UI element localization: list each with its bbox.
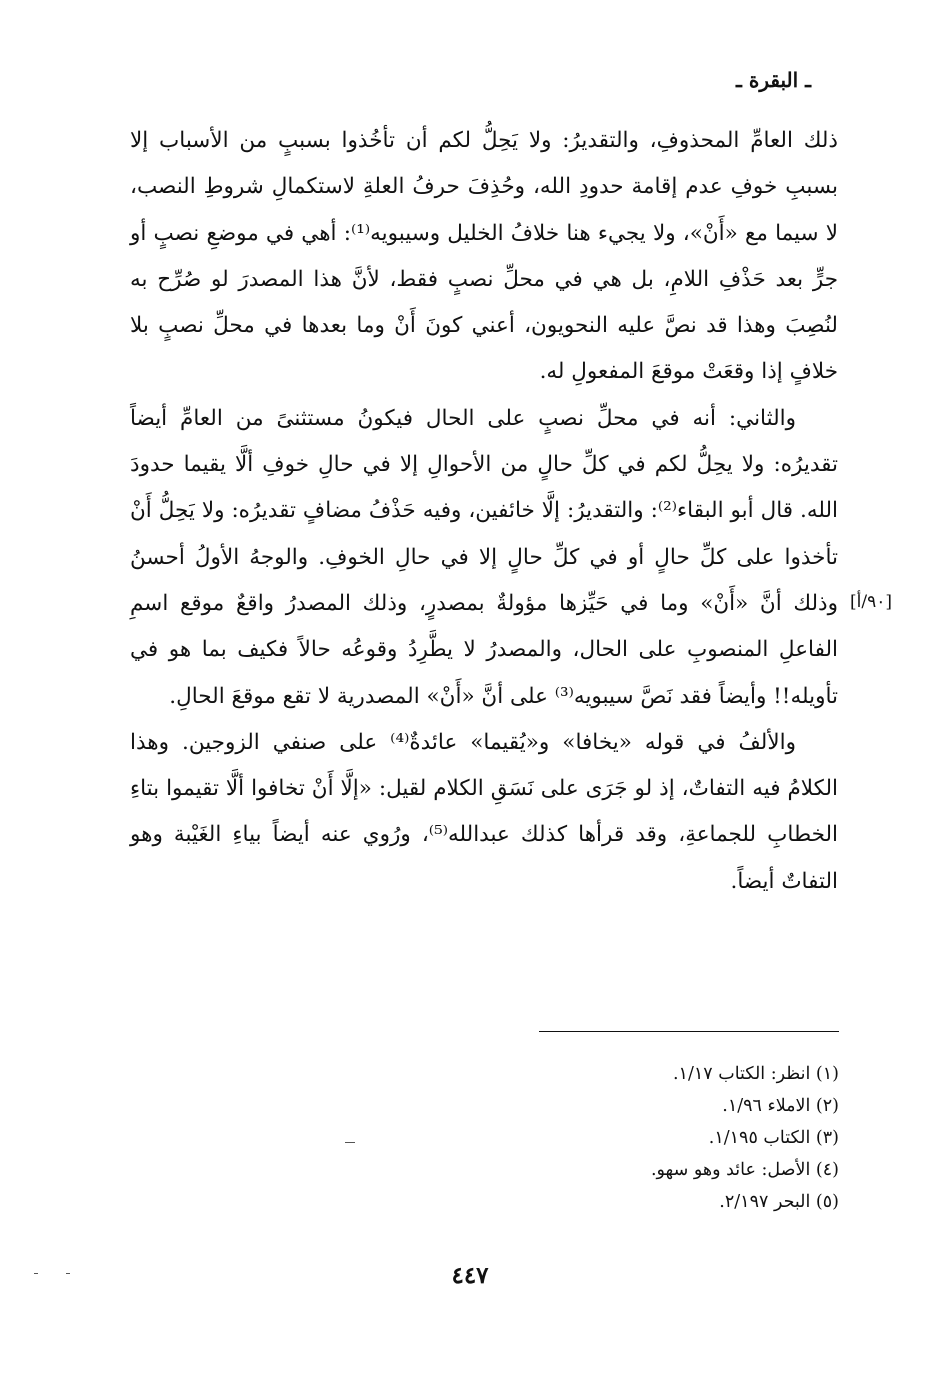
running-title: ـ البقرة ـ [736,68,811,92]
footnote-2: (٢) الاملاء ١/٩٦. [722,1096,839,1116]
paragraph-3: والألفُ في قوله «يخافا» و«يُقيما» عائدةٌ⁽⁴⁾ على صنفي الزوجين. وهذا الكلامُ فيه التفاتٌ، إذ لو جَرَى على نَسَقِ الكلام لقيل: «إلَّا أَنْ تخافوا ألَّا تقيموا بتاءِ الخطابِ للجماعةِ، وقد قرأها كذلك عبدالله⁽⁵⁾، ورُوي عنه أيضاً بياءِ الغَيْبة وهو التفاتٌ أيضاً. [130,729,839,894]
footnote-1: (١) انظر: الكتاب ١/١٧. [672,1064,839,1084]
manuscript-folio-marker: [٩٠/أ] [850,592,892,612]
main-text [130,118,838,905]
scan-speck [345,1142,355,1143]
footnote-4: (٤) الأصل: عائد وهو سهو. [650,1160,839,1180]
paragraph-2: والثاني: أنه في محلِّ نصبٍ على الحال فيكونُ مستثنىً من العامِّ أيضاً تقديرُه: ولا يحِلُّ لكم في كلِّ حالٍ من الأحوالِ إلا في حالِ خوفِ ألَّا يقيما حدودَ الله. قال أبو البقاء⁽²⁾: والتقديرُ: إلَّا خائفين، وفيه حَذْفُ مضافٍ تقديرُه: ولا يَحِلُّ أَنْ تأخذوا على كلِّ حالٍ أو في كلِّ حالٍ إلا في حالِ الخوفِ. والوجهُ الأولُ أحسنُ وذلك أنَّ «أَنْ» وما في حَيِّزها مؤولةٌ بمصدرٍ، وذلك المصدرُ واقعٌ موقع اسمِ الفاعلِ المنصوبِ على الحال، والمصدرُ لا يطَّرِدُ وقوعُه حالاً فكيف بما هو في تأويله!! وأيضاً فقد نَصَّ سيبويه⁽³⁾ على أنَّ «أَنْ» المصدرية لا تقع موقعَ الحالِ. [130,405,838,709]
scan-speck [66,1273,70,1274]
footnote-5: (٥) البحر ٢/١٩٧. [719,1192,839,1212]
scan-speck [34,1273,38,1274]
page-number: ٤٤٧ [451,1262,489,1289]
footnote-3: (٣) الكتاب ١/١٩٥. [708,1128,839,1148]
footnotes [439,1058,839,1218]
footnote-separator [539,1031,839,1032]
paragraph-1: ذلك العامِّ المحذوفِ، والتقديرُ: ولا يَحِلُّ لكم أن تأخُذوا بسببٍ من الأسباب إلا بسببِ خوفِ عدم إقامة حدودِ الله، وحُذِفَ حرفُ العلةِ لاستكمالِ شروطِ النصب، لا سيما مع «أَنْ»، ولا يجيء هنا خلافُ الخليل وسيبويه⁽¹⁾: أهي في موضعِ نصبٍ أو جرٍّ بعد حَذْفِ اللامِ، بل هي في محلِّ نصبٍ فقط، لأنَّ هذا المصدرَ لو صُرِّح به لنُصِبَ وهذا قد نصَّ عليه النحويون، أعني كونَ أَنْ وما بعدها في محلِّ نصبٍ بلا خلافٍ إذا وقعَتْ موقعَ المفعولِ له. [130,128,838,385]
